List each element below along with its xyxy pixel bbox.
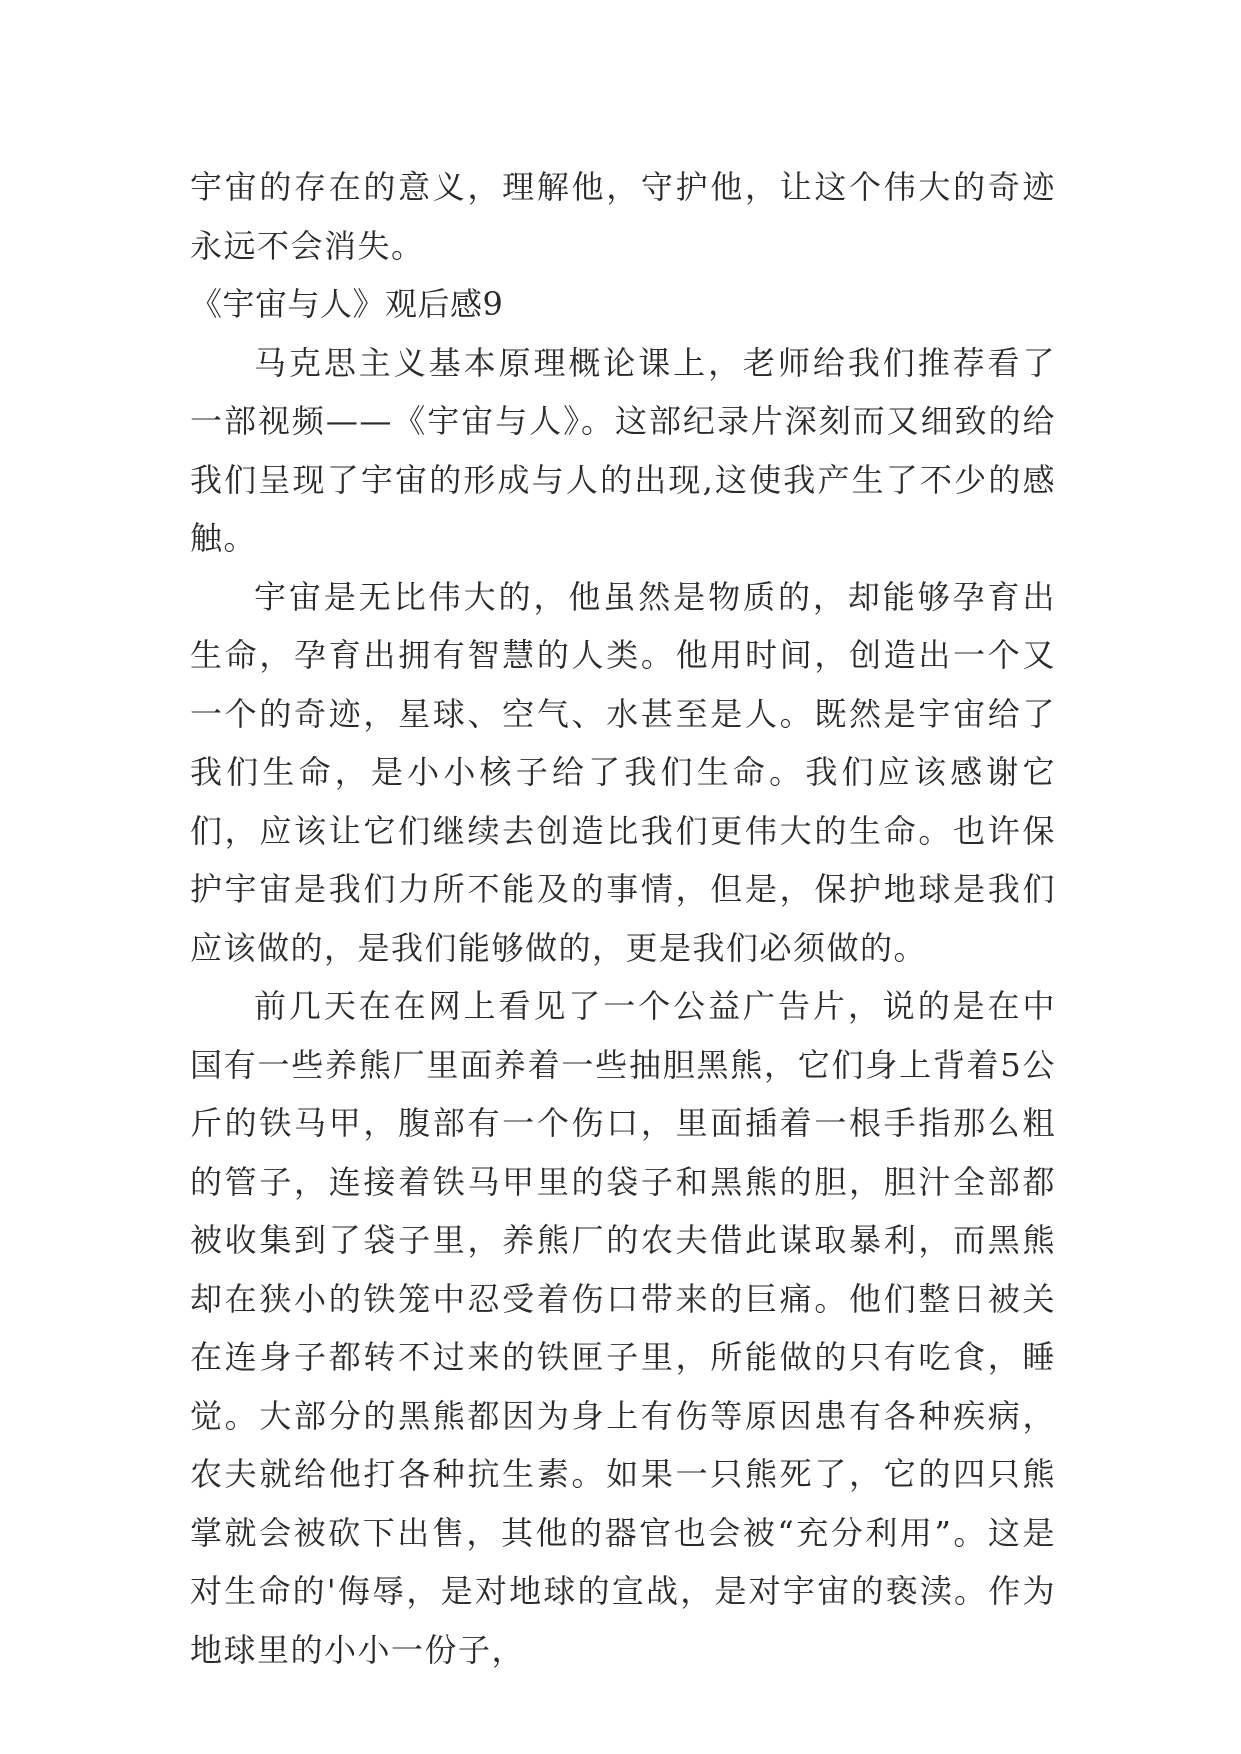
body-paragraph-2: 宇宙是无比伟大的，他虽然是物质的，却能够孕育出生命，孕育出拥有智慧的人类。他用时间，创造出一个又一个的奇迹，星球、空气、水甚至是人。既然是宇宙给了我们生命，是小小核子给了我们生命。我们应该感谢它们，应该让它们继续去创造比我们更伟大的生命。也许保护宇宙是我们力所不能及的事情，但是，保护地球是我们应该做的，是我们能够做的，更是我们必须做的。	[190, 577, 1056, 967]
body-paragraph-3: 前几天在在网上看见了一个公益广告片，说的是在中国有一些养熊厂里面养着一些抽胆黑熊，它们身上背着5公斤的铁马甲，腹部有一个伤口，里面插着一根手指那么粗的管子，连接着铁马甲里的袋子和黑熊的胆，胆汁全部都被收集到了袋子里，养熊厂的农夫借此谋取暴利，而黑熊却在狭小的铁笼中忍受着伤口带来的巨痛。他们整日被关在连身子都转不过来的铁匣子里，所能做的只有吃食，睡觉。大部分的黑熊都因为身上有伤等原因患有各种疾病，农夫就给他打各种抗生素。如果一只熊死了，它的四只熊掌就会被砍下出售，其他的器官也会被“充分利用”。这是对生命的'侮辱，是对地球的宣战，是对宇宙的亵渎。作为地球里的小小一份子，	[190, 987, 1056, 1669]
section-heading: 《宇宙与人》观后感9	[190, 285, 504, 323]
body-paragraph-1: 马克思主义基本原理概论课上，老师给我们推荐看了一部视频——《宇宙与人》。这部纪录片深刻而又细致的给我们呈现了宇宙的形成与人的出现,这使我产生了不少的感触。	[190, 343, 1056, 557]
document-body	[190, 158, 1056, 1679]
continuation-paragraph: 宇宙的存在的意义，理解他，守护他，让这个伟大的奇迹永远不会消失。	[190, 168, 1056, 265]
